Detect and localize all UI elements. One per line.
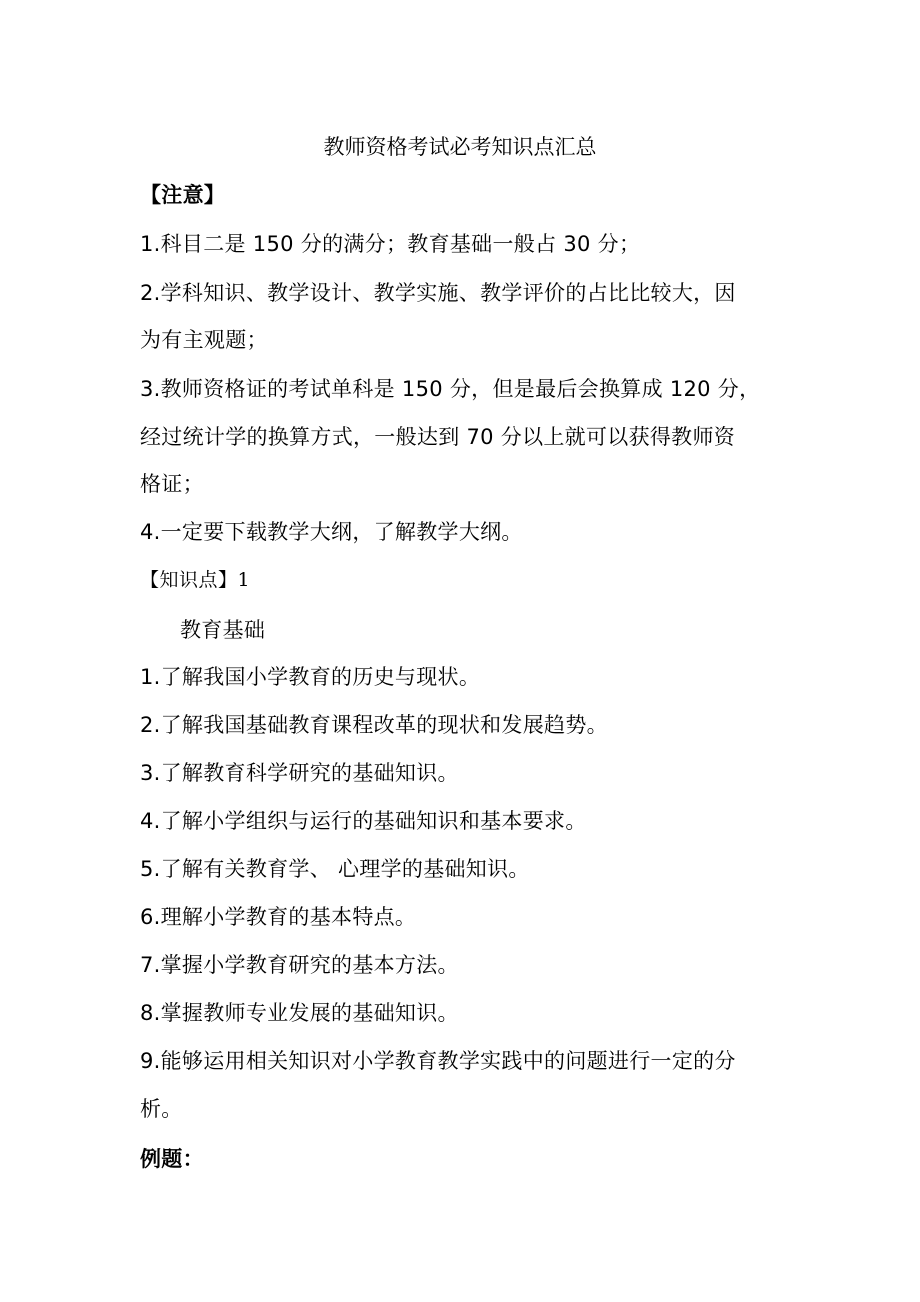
notice-line-3-cont2: 格证；: [140, 472, 204, 496]
knowledge-line-7: 7.掌握小学教育研究的基本方法。: [140, 953, 459, 977]
knowledge-line-8: 8.掌握教师专业发展的基础知识。: [140, 1001, 459, 1025]
notice-line-2-cont: 为有主观题；: [140, 328, 268, 352]
notice-line-3: 3.教师资格证的考试单科是 150 分，但是最后会换算成 120 分，: [140, 377, 761, 401]
notice-line-3-cont: 经过统计学的换算方式，一般达到 70 分以上就可以获得教师资: [140, 425, 736, 449]
knowledge-line-1: 1.了解我国小学教育的历史与现状。: [140, 665, 481, 689]
knowledge-line-9-cont: 析。: [140, 1097, 183, 1121]
knowledge-line-6: 6.理解小学教育的基本特点。: [140, 905, 417, 929]
notice-heading: 【注意】: [140, 183, 226, 207]
section-title: 教育基础: [180, 618, 266, 642]
knowledge-line-3: 3.了解教育科学研究的基础知识。: [140, 761, 459, 785]
notice-line-2: 2.学科知识、教学设计、教学实施、教学评价的占比比较大，因: [140, 281, 736, 305]
example-heading: 例题：: [140, 1147, 204, 1171]
knowledge-line-5: 5.了解有关教育学、 心理学的基础知识。: [140, 857, 530, 881]
knowledge-line-4: 4.了解小学组织与运行的基础知识和基本要求。: [140, 809, 587, 833]
knowledge-line-2: 2.了解我国基础教育课程改革的现状和发展趋势。: [140, 713, 608, 737]
document-title: 教师资格考试必考知识点汇总: [323, 135, 597, 159]
notice-line-4: 4.一定要下载教学大纲，了解教学大纲。: [140, 520, 523, 544]
knowledge-line-9: 9.能够运用相关知识对小学教育教学实践中的问题进行一定的分: [140, 1049, 736, 1073]
knowledge-heading: 【知识点】1: [140, 569, 251, 591]
notice-line-1: 1.科目二是 150 分的满分；教育基础一般占 30 分；: [140, 232, 641, 256]
